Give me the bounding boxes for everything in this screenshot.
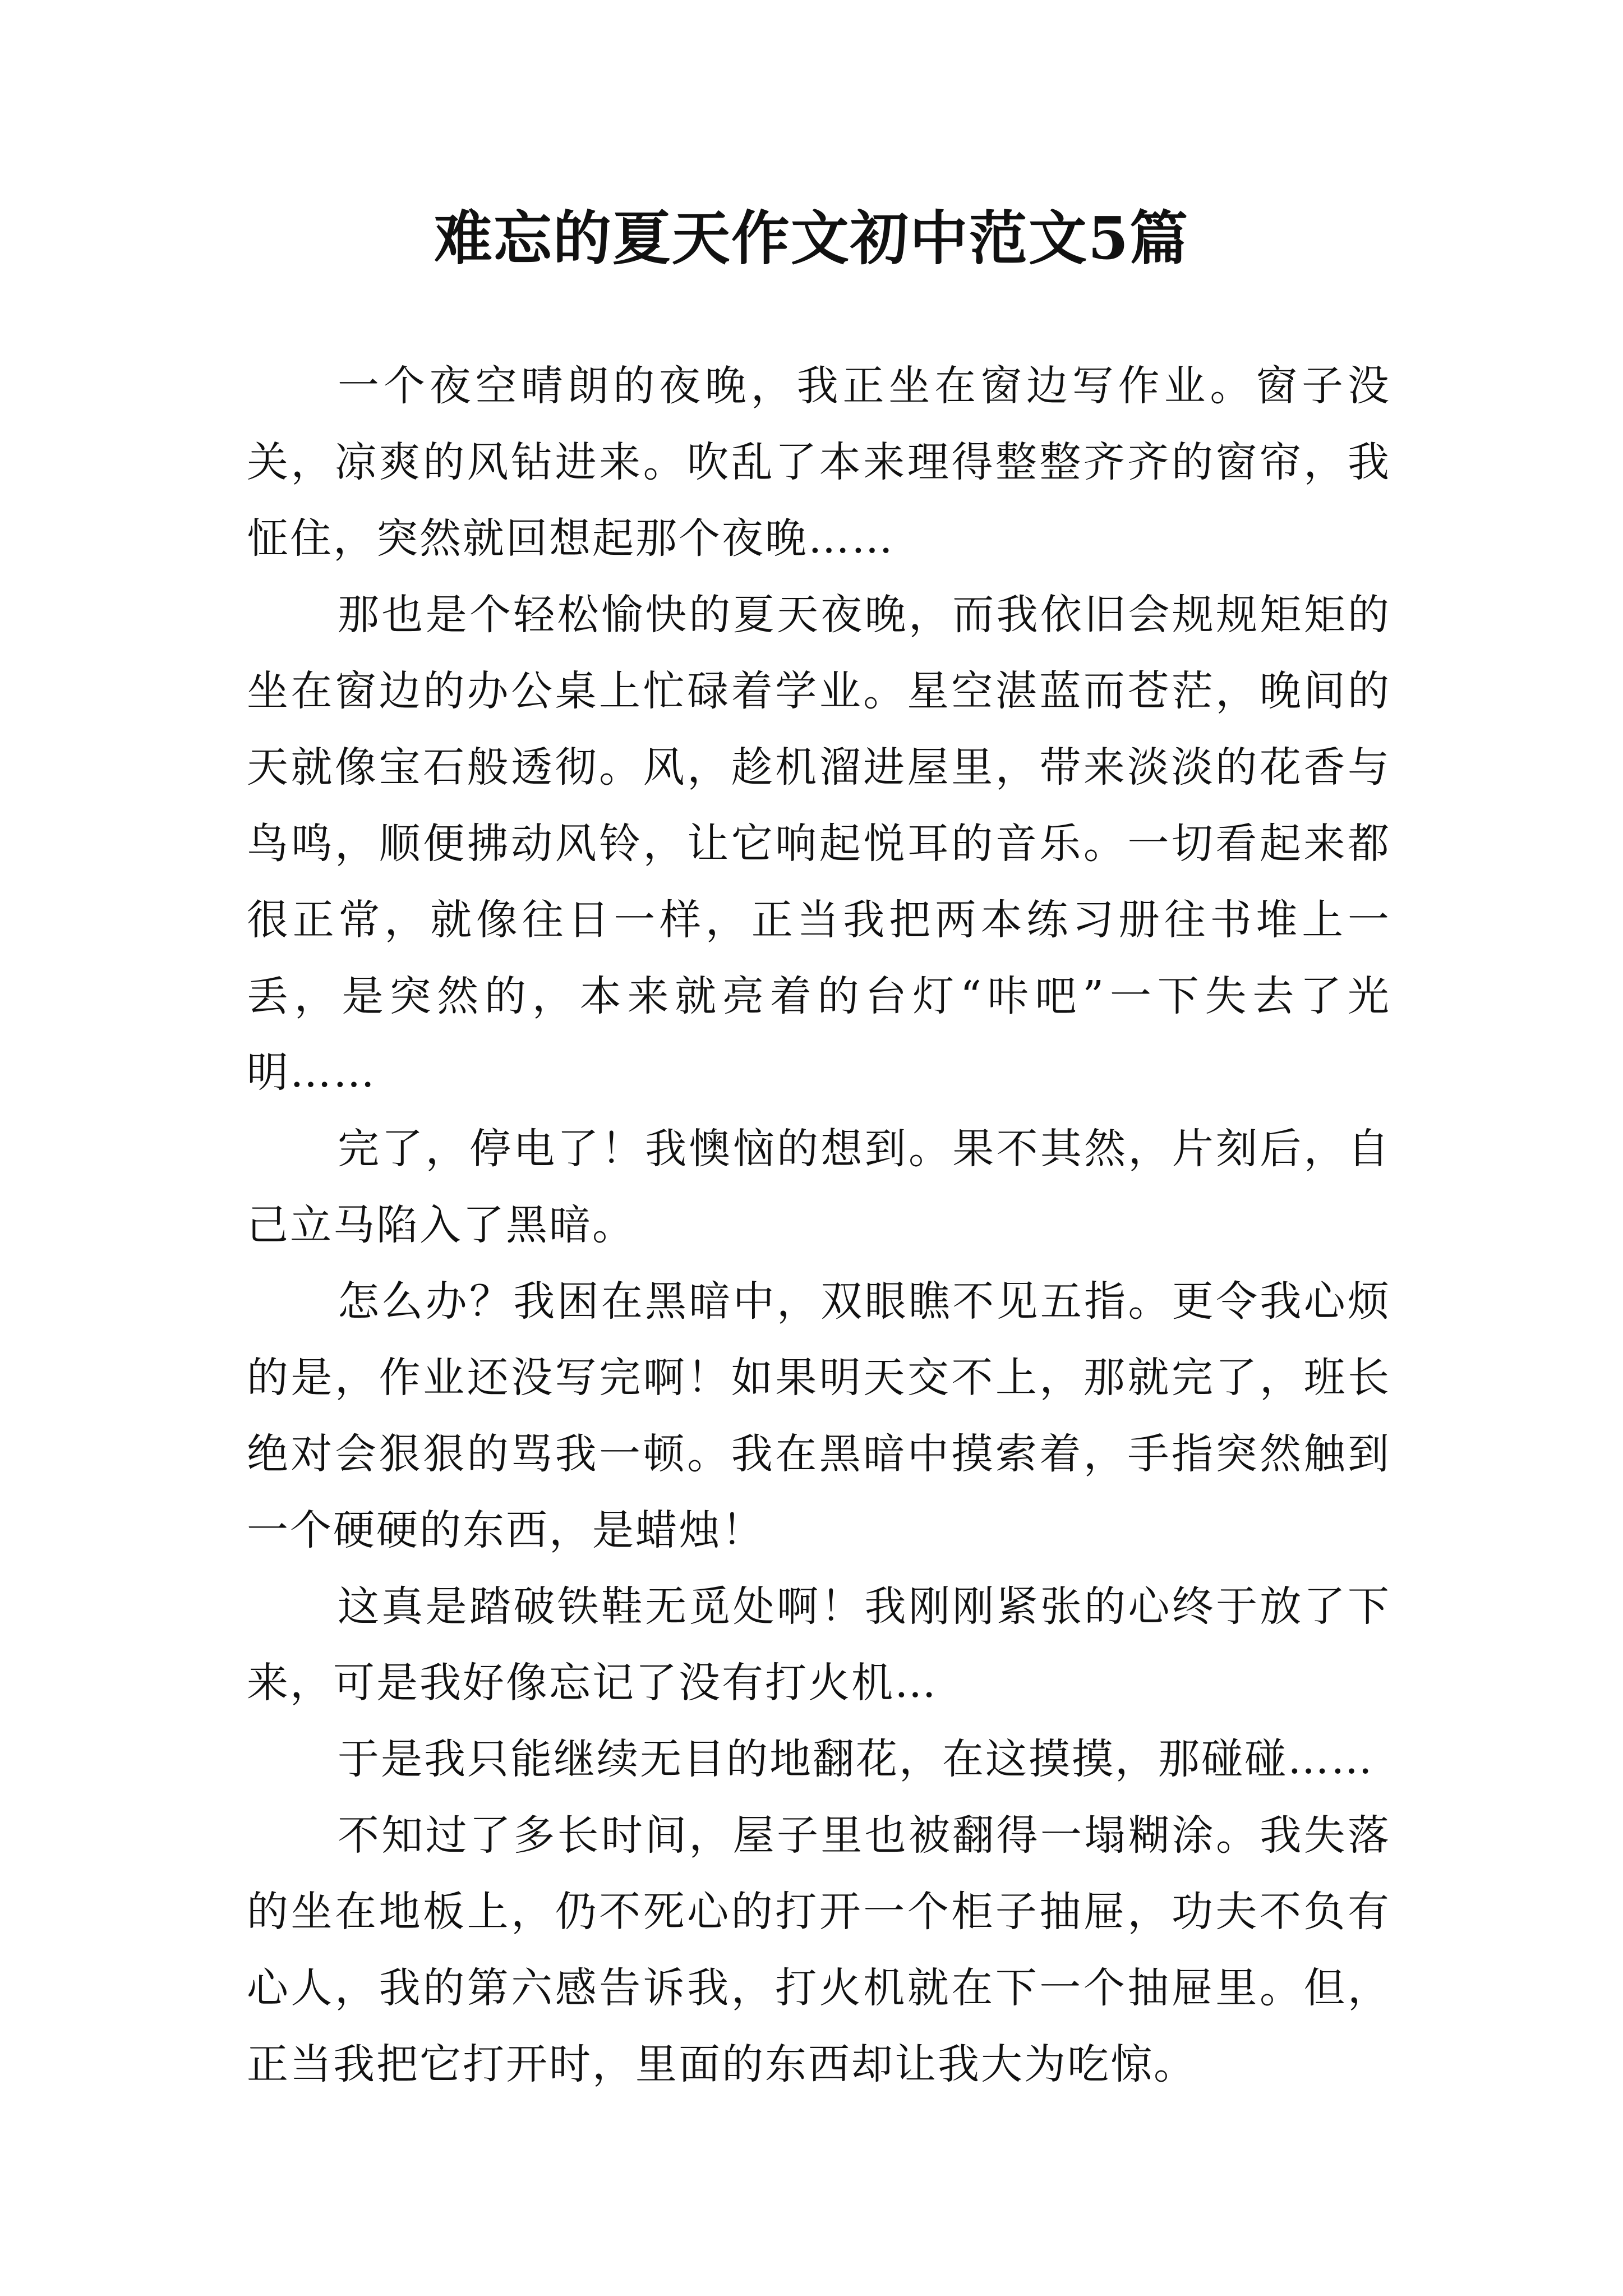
document-body [247,348,1391,2102]
paragraph: 一个夜空晴朗的夜晚，我正坐在窗边写作业。窗子没关，凉爽的风钻进来。吹乱了本来理得整整齐齐的窗帘，我怔住，突然就回想起那个夜晚…… [247,362,1391,563]
paragraph: 于是我只能继续无目的地翻花，在这摸摸，那碰碰…… [338,1735,1374,1783]
paragraph: 不知过了多长时间，屋子里也被翻得一塌糊涂。我失落的坐在地板上，仍不死心的打开一个柜子抽屉，功夫不负有心人，我的第六感告诉我，打火机就在下一个抽屉里。但，正当我把它打开时，里面的东西却让我大为吃惊。 [247,1811,1391,2088]
paragraph: 这真是踏破铁鞋无觅处啊！我刚刚紧张的心终于放了下来，可是我好像忘记了没有打火机… [247,1582,1391,1707]
paragraph: 完了，停电了！我懊恼的想到。果不其然，片刻后，自己立马陷入了黑暗。 [247,1125,1391,1249]
paragraph: 怎么办？我困在黑暗中，双眼瞧不见五指。更令我心烦的是，作业还没写完啊！如果明天交不上，那就完了，班长绝对会狠狠的骂我一顿。我在黑暗中摸索着，手指突然触到一个硬硬的东西，是蜡烛！ [247,1277,1391,1554]
paragraph: 那也是个轻松愉快的夏天夜晚，而我依旧会规规矩矩的坐在窗边的办公桌上忙碌着学业。星空湛蓝而苍茫，晚间的天就像宝石般透彻。风，趁机溜进屋里，带来淡淡的花香与鸟鸣，顺便拂动风铃，让它响起悦耳的音乐。一切看起来都很正常，就像往日一样，正当我把两本练习册往书堆上一丢，是突然的，本来就亮着的台灯“咔吧”一下失去了光明…… [247,591,1391,1097]
document-title: 难忘的夏天作文初中范文5篇 [434,204,1189,273]
